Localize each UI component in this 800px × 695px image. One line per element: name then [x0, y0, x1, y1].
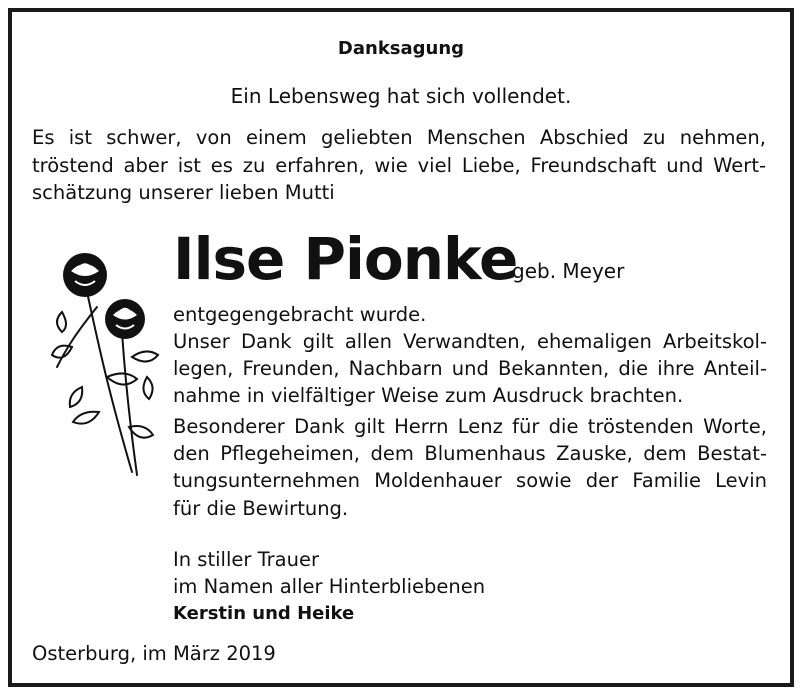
body-line: entgegengebracht wurde. — [173, 303, 427, 326]
body-line: tungsunternehmen Moldenhauer sowie der Familie Levin — [173, 469, 767, 492]
deceased-name: Ilse Pionke — [173, 225, 518, 293]
body-line: für die Bewirtung. — [173, 497, 349, 520]
place-date: Osterburg, im März 2019 — [32, 642, 276, 665]
maiden-name: geb. Meyer — [512, 259, 625, 283]
body-line: legen, Freunden, Nachbarn und Bekannten, die ihre Anteil- — [173, 357, 767, 380]
intro-line: schätzung unserer lieben Mutti — [32, 181, 335, 204]
body-line: Unser Dank gilt allen Verwandten, ehemaligen Arbeitskol- — [173, 330, 767, 353]
body-line: Besonderer Dank gilt Herrn Lenz für die tröstenden Worte, — [173, 415, 767, 438]
notice-title: Danksagung — [337, 38, 465, 59]
closing-line: In stiller Trauer — [173, 548, 319, 571]
body-line: nahme in vielfältiger Weise zum Ausdruck brachten. — [173, 384, 684, 407]
roses-icon — [37, 237, 167, 487]
obituary-notice — [8, 8, 794, 687]
closing-line: im Namen aller Hinterbliebenen — [173, 575, 486, 598]
intro-line: Es ist schwer, von einem geliebten Menschen Abschied zu nehmen, — [32, 126, 766, 149]
signatories: Kerstin und Heike — [173, 603, 355, 624]
body-line: den Pflegeheimen, dem Blumenhaus Zauske, dem Bestat- — [173, 442, 767, 465]
notice-subtitle: Ein Lebensweg hat sich vollendet. — [230, 84, 572, 108]
intro-line: tröstend aber ist es zu erfahren, wie viel Liebe, Freundschaft und Wert- — [32, 154, 766, 177]
